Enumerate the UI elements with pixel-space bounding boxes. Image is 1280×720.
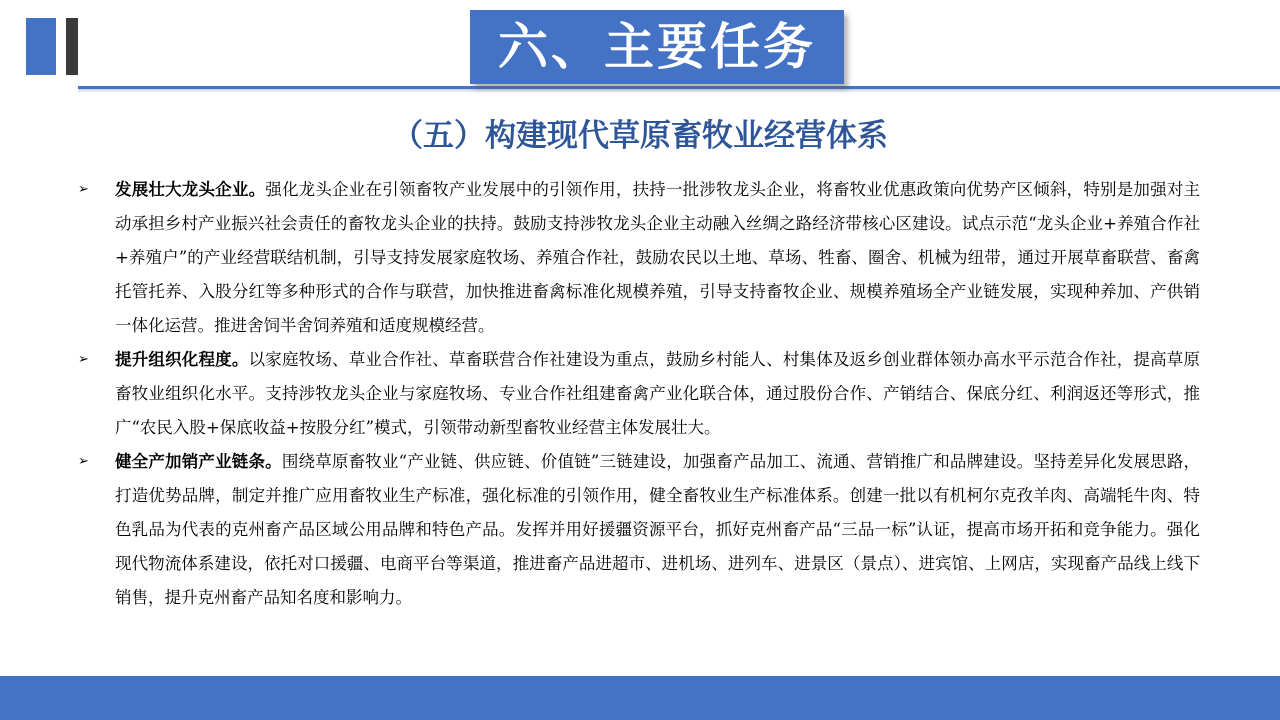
task-title: 提升组织化程度。 <box>115 350 249 369</box>
task-item <box>78 343 1200 445</box>
task-body: 以家庭牧场、草业合作社、草畜联营合作社建设为重点，鼓励乡村能人、村集体及返乡创业群体领办高水平示范合作社，提高草原畜牧业组织化水平。支持涉牧龙头企业与家庭牧场、专业合作社组建畜禽产业化联合体，通过股份合作、产销结合、保底分红、利润返还等形式，推广“农民入股+保底收益+按股分红”模式，引领带动新型畜牧业经营主体发展壮大。 <box>115 350 1200 437</box>
section-heading: （五）构建现代草原畜牧业经营体系 <box>392 118 888 154</box>
task-title: 发展壮大龙头企业。 <box>115 180 266 199</box>
task-item <box>78 173 1200 343</box>
corner-accent-block <box>26 18 56 75</box>
page-title-box <box>470 10 844 84</box>
task-body: 强化龙头企业在引领畜牧产业发展中的引领作用，扶持一批涉牧龙头企业，将畜牧业优惠政策向优势产区倾斜，特别是加强对主动承担乡村产业振兴社会责任的畜牧龙头企业的扶持。鼓励支持涉牧龙头企业主动融入丝绸之路经济带核心区建设。试点示范“龙头企业+养殖合作社+养殖户”的产业经营联结机制，引导支持发展家庭牧场、养殖合作社，鼓励农民以土地、草场、牲畜、圈舍、机械为纽带，通过开展草畜联营、畜禽托管托养、入股分红等多种形式的合作与联营，加快推进畜禽标准化规模养殖，引导支持畜牧企业、规模养殖场全产业链发展，实现种养加、产供销一体化运营。推进舍饲半舍饲养殖和适度规模经营。 <box>115 180 1201 335</box>
task-title: 健全产加销产业链条。 <box>115 452 282 471</box>
task-item <box>78 445 1200 615</box>
task-list <box>78 173 1200 615</box>
header-divider-shadow <box>78 89 1280 93</box>
arrow-bullet-icon: ➢ <box>78 454 89 469</box>
arrow-bullet-icon: ➢ <box>78 182 89 197</box>
page-title: 六、主要任务 <box>498 18 816 76</box>
task-body: 围绕草原畜牧业“产业链、供应链、价值链”三链建设，加强畜产品加工、流通、营销推广和品牌建设。坚持差异化发展思路，打造优势品牌，制定并推广应用畜牧业生产标准，强化标准的引领作用，健全畜牧业生产标准体系。创建一批以有机柯尔克孜羊肉、高端牦牛肉、特色乳品为代表的克州畜产品区域公用品牌和特色产品。发挥并用好援疆资源平台，抓好克州畜产品“三品一标”认证，提高市场开拓和竞争能力。强化现代物流体系建设，依托对口援疆、电商平台等渠道，推进畜产品进超市、进机场、进列车、进景区（景点）、进宾馆、上网店，实现畜产品线上线下销售，提升克州畜产品知名度和影响力。 <box>115 452 1201 607</box>
arrow-bullet-icon: ➢ <box>78 352 89 367</box>
corner-accent-bar <box>66 18 78 75</box>
footer-bar <box>0 676 1280 720</box>
